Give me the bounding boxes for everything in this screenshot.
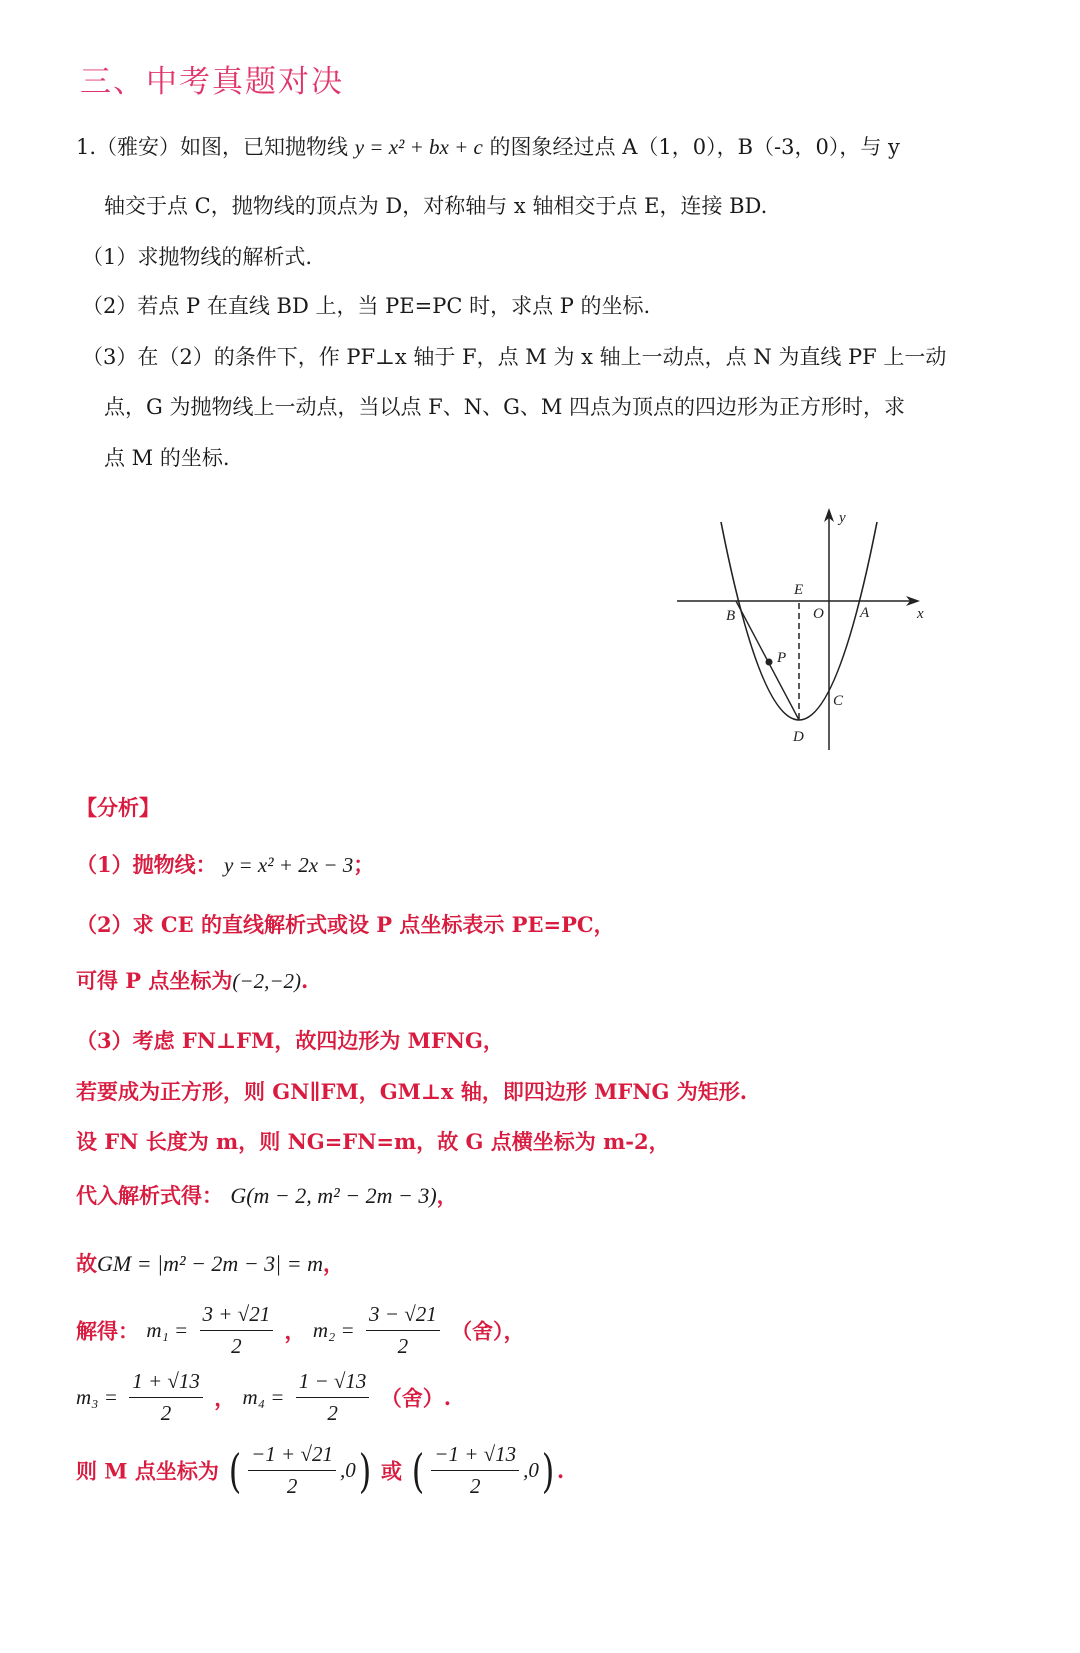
m1-fraction (200, 1302, 274, 1359)
analysis-2-end: . (301, 968, 309, 993)
problem-line-2: 轴交于点 C，抛物线的顶点为 D，对称轴与 x 轴相交于点 E，连接 BD. (104, 194, 768, 218)
analysis-3-line-4-label: 代入解析式得： (76, 1183, 223, 1208)
final-p1-zero: ,0 (340, 1458, 356, 1482)
analysis-3-line-5-label: 故 (76, 1251, 97, 1276)
analysis-3-line-4 (76, 1180, 458, 1210)
analysis-3-line-5 (76, 1248, 344, 1278)
label-a: A (860, 605, 870, 621)
question-3-line-1: （3）在（2）的条件下，作 PF⊥x 轴于 F，点 M 为 x 轴上一动点，点 N 为直线 PF 上一动 (82, 345, 947, 369)
analysis-3-line-5-end: ， (322, 1251, 344, 1276)
label-c: C (833, 693, 844, 709)
m4-numerator: 1 − √13 (296, 1369, 370, 1398)
final-p1-numerator: −1 + √21 (248, 1442, 336, 1471)
analysis-2-line-1: （2）求 CE 的直线解析式或设 P 点坐标表示 PE=PC， (76, 912, 615, 937)
question-3-line-3: 点 M 的坐标. (104, 446, 230, 470)
discard-label-2: （舍） (380, 1385, 444, 1411)
final-p1-denominator: 2 (286, 1474, 298, 1498)
label-o: O (813, 606, 824, 622)
final-answer: 则 M 点坐标为 ( $\frac{-1 + √21}{2}$ ,0) 或 ( $\frac{-1 + √13}{2}$ ,0) . (76, 1442, 565, 1498)
analysis-3-line-1: （3）考虑 FN⊥FM，故四边形为 MFNG， (76, 1028, 504, 1053)
gm-equation: GM = |m² − 2m − 3| = m (97, 1251, 323, 1276)
m4-denominator: 2 (327, 1401, 338, 1425)
problem-equation: y = x² + bx + c (354, 135, 483, 159)
final-point-1-fraction (248, 1442, 336, 1499)
problem-line1-rest: 的图象经过点 A（1，0），B（-3，0），与 y (489, 135, 900, 159)
m2-fraction (366, 1302, 440, 1359)
final-p2-zero: ,0 (523, 1458, 539, 1482)
analysis-2-line-2 (76, 965, 308, 995)
point-p (766, 659, 773, 666)
m1-denominator: 2 (231, 1334, 242, 1358)
m3-lhs: m₃ = (76, 1385, 118, 1409)
final-p2-denominator: 2 (469, 1474, 481, 1498)
analysis-1 (76, 849, 374, 879)
m2-denominator: 2 (397, 1334, 409, 1358)
analysis-2-point: (−2,−2) (232, 969, 301, 993)
problem-source: （雅安）如图，已知抛物线 (96, 135, 349, 159)
analysis-3-line-4-end: ， (436, 1183, 458, 1208)
solutions-line-2: m₃ = $\frac{1 + √13}{2}$ ， m₄ = $\frac{1 - √13}{2}$ （舍）. (76, 1369, 452, 1425)
m3-fraction (129, 1369, 203, 1426)
question-3-line-2: 点，G 为抛物线上一动点，当以点 F、N、G、M 四点为顶点的四边形为正方形时，求 (104, 395, 906, 419)
m1-lhs: m₁ = (146, 1318, 189, 1342)
m3-denominator: 2 (160, 1401, 172, 1425)
solve-label: 解得： (76, 1318, 139, 1344)
analysis-1-label: （1）抛物线： (76, 852, 217, 877)
final-p2-numerator: −1 + √13 (431, 1442, 519, 1471)
section-title: 三、中考真题对决 (80, 64, 344, 100)
analysis-3-line-3: 设 FN 长度为 m，则 NG=FN=m，故 G 点横坐标为 m-2， (76, 1129, 670, 1154)
analysis-2-label: 可得 P 点坐标为 (76, 968, 233, 993)
label-d: D (793, 729, 804, 745)
question-2: （2）若点 P 在直线 BD 上，当 PE=PC 时，求点 P 的坐标. (82, 294, 651, 318)
analysis-3-line-2: 若要成为正方形，则 GN∥FM，GM⊥x 轴，即四边形 MFNG 为矩形. (76, 1079, 748, 1104)
problem-number: 1. (76, 135, 97, 159)
m4-fraction (296, 1369, 370, 1426)
label-y: y (839, 510, 846, 526)
m2-lhs: m₂ = (312, 1318, 355, 1342)
analysis-heading: 【分析】 (76, 795, 160, 820)
problem-line-1 (76, 131, 900, 161)
parabola-curve (721, 522, 877, 720)
discard-label-1: （舍） (451, 1318, 504, 1344)
solutions-line-1: 解得： m₁ = $\frac{3 + √21}{2}$ ， m₂ = $\frac{3 - √21}{2}$ （舍）， (76, 1302, 525, 1358)
parabola-figure (672, 500, 942, 760)
analysis-1-end: ； (353, 852, 375, 877)
m3-numerator: 1 + √13 (129, 1369, 203, 1398)
final-period: . (556, 1458, 565, 1483)
m1-numerator: 3 + √21 (200, 1302, 274, 1331)
final-point-2-fraction (431, 1442, 519, 1499)
m2-numerator: 3 − √21 (366, 1302, 440, 1331)
label-e: E (794, 582, 804, 598)
question-1: （1）求抛物线的解析式. (82, 245, 313, 269)
label-p: P (777, 650, 787, 666)
or-label: 或 (381, 1458, 403, 1484)
m4-lhs: m₄ = (242, 1385, 285, 1409)
label-x: x (917, 606, 924, 622)
label-b: B (726, 608, 736, 624)
g-point-expression: G(m − 2, m² − 2m − 3) (230, 1183, 437, 1208)
final-label: 则 M 点坐标为 (76, 1458, 219, 1484)
analysis-1-equation: y = x² + 2x − 3 (223, 853, 354, 877)
